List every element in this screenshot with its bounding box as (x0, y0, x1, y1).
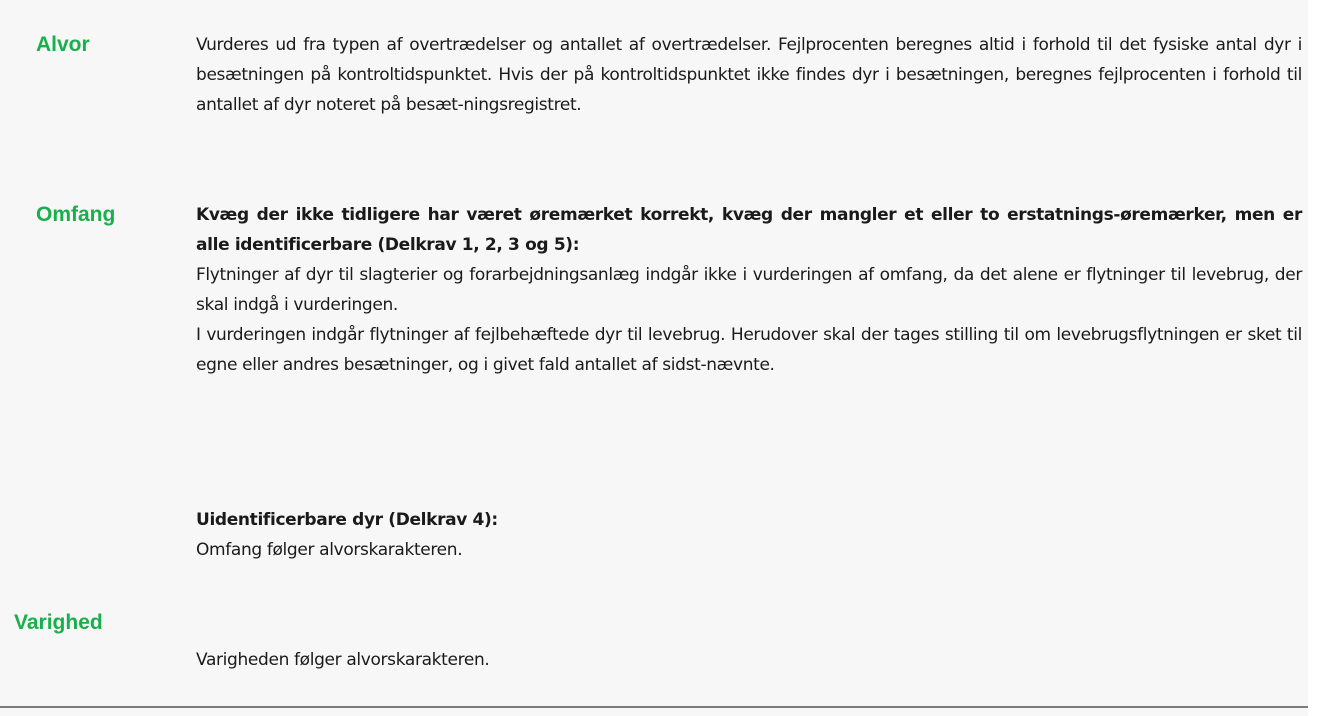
page-right-margin (1308, 0, 1320, 716)
bottom-divider (0, 706, 1308, 708)
section-body-varighed (196, 645, 1302, 675)
section-label-alvor: Alvor (36, 33, 90, 56)
section-body-alvor (196, 30, 1302, 120)
omfang-paragraph-1: Flytninger af dyr til slagterier og forarbejdningsanlæg indgår ikke i vurderingen af omfang, da det alene er flytninger til levebrug, der skal indgå i vurderingen. (196, 265, 1302, 315)
varighed-text: Varigheden følger alvorskarakteren. (196, 650, 490, 670)
section-body-omfang (196, 200, 1302, 380)
omfang-paragraph-2: I vurderingen indgår flytninger af fejlbehæftede dyr til levebrug. Herudover skal der tages stilling til om levebrugsflytningen er sket til egne eller andres besætninger, og i givet fald antallet af sidst-nævnte. (196, 325, 1302, 375)
section-label-omfang: Omfang (36, 203, 116, 226)
omfang-subtext: Omfang følger alvorskarakteren. (196, 540, 463, 560)
section-label-varighed: Varighed (14, 611, 103, 634)
omfang-heading: Kvæg der ikke tidligere har været øremærket korrekt, kvæg der mangler et eller to erstatnings-øremærker, men er alle identificerbare (Delkrav 1, 2, 3 og 5): (196, 205, 1302, 255)
alvor-text: Vurderes ud fra typen af overtrædelser og antallet af overtrædelser. Fejlprocenten beregnes altid i forhold til det fysiske antal dyr i besætningen på kontroltidspunktet. Hvis der på kontroltidspunktet ikke findes dyr i besætningen, beregnes fejlprocenten i forhold til antallet af dyr noteret på besæt-ningsregistret. (196, 35, 1302, 115)
omfang-subheading: Uidentificerbare dyr (Delkrav 4): (196, 510, 498, 530)
section-subbody-omfang (196, 505, 1302, 565)
